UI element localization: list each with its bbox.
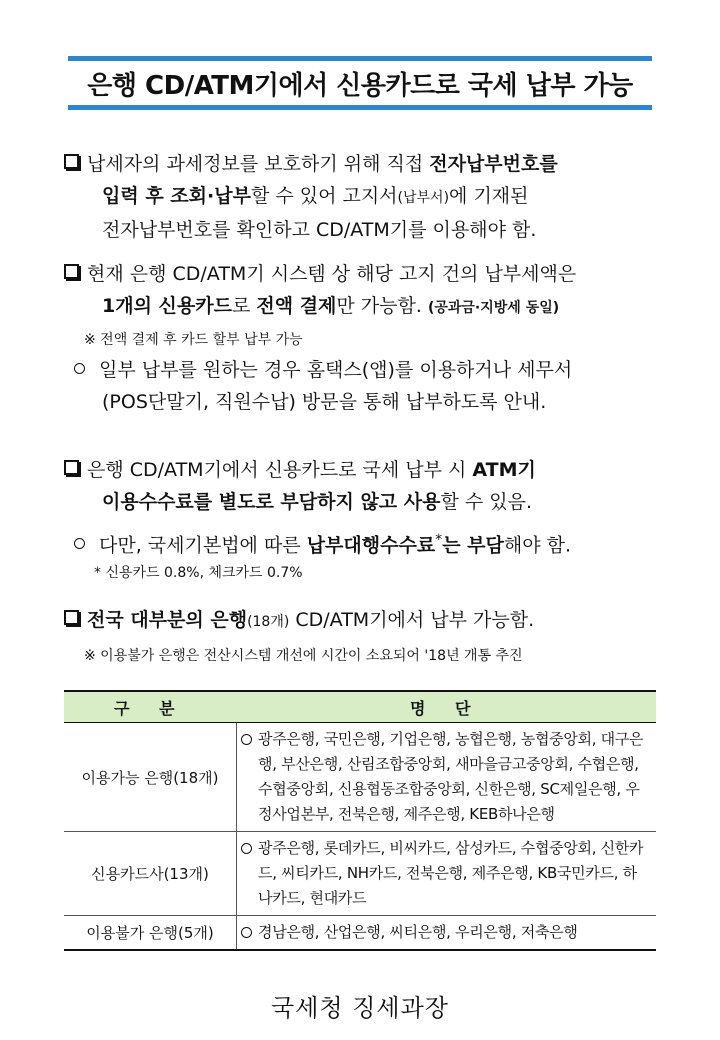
s3-line2b: 할 수 있음. [440, 491, 533, 513]
table-row [64, 832, 656, 916]
page-title: 은행 CD/ATM기에서 신용카드로 국세 납부 가능 [87, 70, 633, 101]
s3-fee-note: * 신용카드 0.8%, 체크카드 0.7% [94, 565, 303, 582]
s3-option-e: 해야 함. [503, 534, 572, 557]
s2-line2b: 로 [231, 295, 257, 317]
row-list: 광주은행, 국민은행, 기업은행, 농협은행, 농협중앙회, 대구은행, 부산은행, 산림조합중앙회, 새마을금고중앙회, 수협은행, 수협중앙회, 신용협동조합중앙회, 신한은행, SC제일은행, 우정사업본부, 전북은행, 제주은행, KEB하나은행 [258, 730, 644, 823]
row-category: 신용카드사(13개) [64, 832, 237, 916]
title-banner [68, 56, 652, 110]
circle-bullet-icon [241, 927, 252, 938]
s3-option-c: * [435, 532, 443, 548]
table-header-category: 구 분 [64, 691, 237, 723]
s1-line2c: (납부서) [397, 190, 450, 206]
s1-line2d: 에 기재된 [449, 185, 529, 207]
section-3 [64, 454, 664, 585]
section-2 [64, 258, 664, 418]
s2-line2a: 1개의 신용카드 [102, 295, 232, 317]
row-list: 경남은행, 산업은행, 씨티은행, 우리은행, 저축은행 [258, 923, 578, 941]
s4-note: ※ 이용불가 은행은 전산시스템 개선에 시간이 소요되어 '18년 개통 추진 [84, 648, 523, 664]
circle-bullet-icon [74, 538, 85, 549]
s3-option-a: 다만, 국세기본법에 따른 [99, 534, 307, 557]
s4-line1c: CD/ATM기에서 납부 가능함. [289, 609, 535, 631]
checkbox-square-icon [64, 610, 79, 625]
s2-note: ※ 전액 결제 후 카드 할부 납부 가능 [84, 332, 303, 348]
circle-bullet-icon [74, 363, 85, 374]
s2-option-line2: (POS단말기, 직원수납) 방문을 통해 납부하도록 안내. [102, 391, 547, 413]
s4-line1a: 전국 대부분의 은행 [87, 609, 248, 631]
checkbox-square-icon [64, 154, 79, 169]
s3-line1a: 은행 CD/ATM기에서 신용카드로 국세 납부 시 [87, 459, 473, 481]
s1-line2a: 입력 후 조회·납부 [102, 185, 251, 207]
bank-table [64, 690, 656, 951]
s2-line2d: 만 가능함. [336, 295, 428, 317]
s1-line1a: 납세자의 과세정보를 보호하기 위해 직접 [87, 153, 430, 175]
s1-line1b: 전자납부번호를 [429, 153, 558, 175]
row-list: 광주은행, 롯데카드, 비씨카드, 삼성카드, 수협중앙회, 신한카드, 씨티카드, NH카드, 전북은행, 제주은행, KB국민카드, 하나카드, 현대카드 [258, 839, 644, 907]
s4-line1b: (18개) [247, 614, 290, 630]
s3-line1b: ATM기 [472, 459, 536, 481]
checkbox-square-icon [64, 460, 79, 475]
s3-option-b: 납부대행수수료 [306, 534, 436, 557]
section-4 [64, 604, 664, 668]
row-category: 이용불가 은행(5개) [64, 916, 237, 951]
row-category: 이용가능 은행(18개) [64, 723, 237, 832]
s2-line1: 현재 은행 CD/ATM기 시스템 상 해당 고지 건의 납부세액은 [87, 263, 577, 285]
s2-option-line1: 일부 납부를 원하는 경우 홈택스(앱)를 이용하거나 세무서 [99, 359, 573, 381]
s3-line2a: 이용수수료를 별도로 부담하지 않고 사용 [102, 491, 441, 513]
circle-bullet-icon [241, 843, 252, 854]
issuer-signature: 국세청 징세과장 [271, 994, 449, 1022]
s2-line2e: (공과금·지방세 동일) [427, 300, 560, 316]
s1-line3: 전자납부번호를 확인하고 CD/ATM기를 이용해야 함. [102, 219, 537, 241]
section-1 [64, 148, 664, 246]
table-row [64, 916, 656, 951]
s3-option-d: 는 부담 [442, 534, 504, 557]
table-row [64, 723, 656, 832]
circle-bullet-icon [241, 734, 252, 745]
s2-line2c: 전액 결제 [256, 295, 337, 317]
s1-line2b: 할 수 있어 고지서 [250, 185, 398, 207]
table-header-list: 명 단 [237, 691, 657, 723]
checkbox-square-icon [64, 264, 79, 279]
